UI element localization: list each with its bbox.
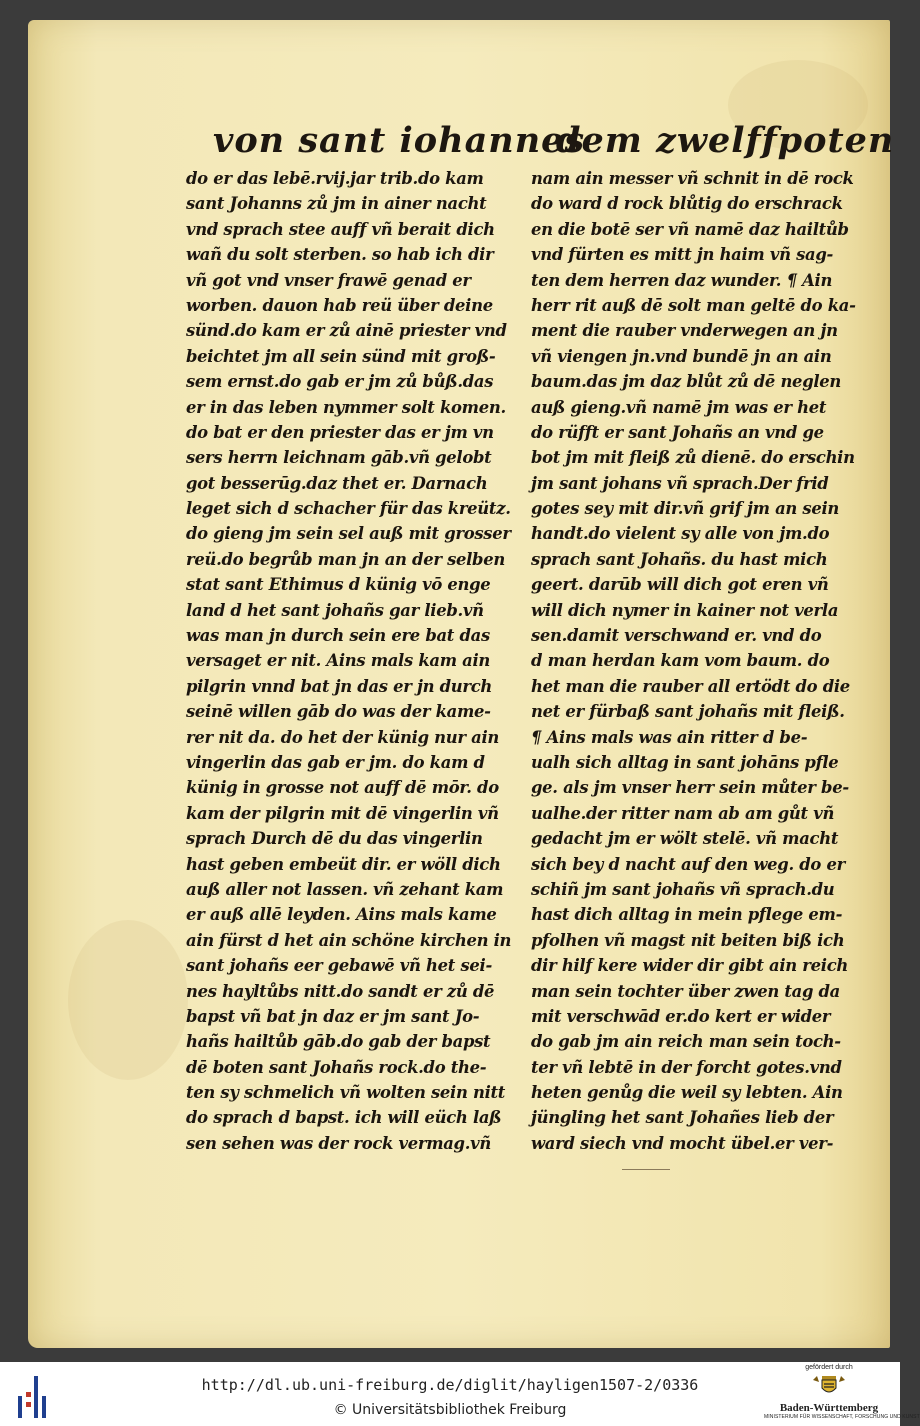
- text-line: baum.das jm daz blůt zů dē neglen: [531, 372, 842, 392]
- text-line: leget sich d schacher für das kreütz.: [186, 499, 511, 519]
- text-line: auß gieng.vñ namē jm was er het: [531, 397, 827, 417]
- text-line: bot jm mit fleiß zů dienē. do erschin: [531, 448, 855, 468]
- text-line: ualh sich alltag in sant johāns pfle: [531, 752, 839, 772]
- text-line: vnd sprach stee auff vñ berait dich: [186, 219, 495, 239]
- text-line: ten sy schmelich vñ wolten sein nitt: [186, 1083, 506, 1103]
- sponsor-block: [764, 1364, 920, 1420]
- sponsor-name: Baden-Württemberg: [779, 1402, 879, 1414]
- text-line: pilgrin vnnd bat jn das er jn durch: [186, 676, 493, 696]
- text-line: got besserūg.daz thet er. Darnach: [186, 473, 488, 493]
- viewer-footer: [0, 1362, 920, 1426]
- header-left: von sant iohannes: [213, 120, 586, 161]
- text-line: sen sehen was der rock vermag.vñ: [186, 1133, 491, 1153]
- text-line: vñ got vnd vnser frawē genad er: [186, 270, 471, 290]
- text-line: jm sant johans vñ sprach.Der frid: [531, 473, 829, 493]
- text-line: pfolhen vñ magst nit beiten biß ich: [531, 930, 845, 950]
- text-line: vingerlin das gab er jm. do kam d: [186, 752, 485, 772]
- text-line: do ward d rock blůtig do erschrack: [531, 194, 843, 214]
- text-line: künig in grosse not auff dē mōr. do: [186, 778, 499, 798]
- text-line: do rüfft er sant Johañs an vnd ge: [531, 422, 824, 442]
- text-line: bapst vñ bat jn daz er jm sant Jo-: [186, 1006, 480, 1026]
- text-line: ge. als jm vnser herr sein můter be-: [531, 778, 849, 798]
- text-line: versaget er nit. Ains mals kam ain: [186, 651, 491, 671]
- text-line: er auß allē leyden. Ains mals kame: [186, 905, 497, 925]
- text-line: sem ernst.do gab er jm zů bůß.das: [186, 372, 494, 392]
- text-line: vñ viengen jn.vnd bundē jn an ain: [531, 346, 832, 366]
- text-line: gedacht jm er wölt stelē. vñ macht: [531, 829, 839, 849]
- text-line: sen.damit verschwand er. vnd do: [531, 626, 822, 646]
- text-line: sprach sant Johañs. du hast mich: [531, 549, 828, 569]
- coat-of-arms-icon: [809, 1374, 849, 1396]
- text-line: seinē willen gāb do was der kame-: [186, 702, 491, 722]
- text-line: auß aller not lassen. vñ zehant kam: [186, 879, 504, 899]
- text-line: sprach Durch dē du das vingerlin: [186, 829, 483, 849]
- text-line: worben. dauon hab reü über deine: [186, 295, 493, 315]
- text-line: heten genůg die weil sy lebten. Ain: [531, 1083, 843, 1103]
- text-line: dir hilf kere wider dir gibt ain reich: [531, 956, 848, 976]
- text-line: ter vñ lebtē in der forcht gotes.vnd: [531, 1057, 842, 1077]
- text-line: handt.do vielent sy alle von jm.do: [531, 524, 830, 544]
- sponsor-label: gefördert durch: [805, 1364, 853, 1371]
- text-line: do er das lebē.rvij.jar trib.do kam: [186, 169, 484, 188]
- text-line: het man die rauber all ertödt do die: [531, 676, 850, 696]
- text-line: beichtet jm all sein sünd mit groß-: [186, 346, 496, 366]
- text-line: will dich nymer in kainer not verla: [531, 600, 839, 620]
- end-rule: [622, 1169, 670, 1170]
- text-line: jüngling het sant Johañes lieb der: [531, 1108, 834, 1128]
- text-line: ualhe.der ritter nam ab am gůt vñ: [531, 803, 835, 823]
- text-line: sant Johanns zů jm in ainer nacht: [186, 194, 487, 214]
- text-line: d man herdan kam vom baum. do: [531, 651, 830, 671]
- text-line: vnd fürten es mitt jn haim vñ sag-: [531, 245, 834, 265]
- text-line: sant johañs eer gebawē vñ het sei-: [186, 956, 492, 976]
- text-line: land d het sant johañs gar lieb.vñ: [186, 600, 484, 620]
- text-line: dē boten sant Johañs rock.do the-: [186, 1057, 487, 1077]
- text-line: nes hayltůbs nitt.do sandt er zů dē: [186, 981, 495, 1001]
- text-line: nam ain messer vñ schnit in dē rock: [531, 169, 854, 188]
- text-line: do gieng jm sein sel auß mit grosser: [186, 524, 511, 544]
- text-line: geert. darūb will dich got eren vñ: [531, 575, 829, 595]
- text-line: kam der pilgrin mit dē vingerlin vñ: [186, 803, 499, 823]
- copyright-notice: © Universitätsbibliothek Freiburg: [333, 1402, 567, 1418]
- text-line: man sein tochter über zwen tag da: [531, 981, 840, 1001]
- text-line: en die botē ser vñ namē daz hailtůb: [531, 219, 849, 239]
- text-line: sich bey d nacht auf den weg. do er: [531, 854, 845, 874]
- paper-stain: [68, 920, 188, 1080]
- text-line: sünd.do kam er zů ainē priester vnd: [186, 321, 507, 341]
- text-line: was man jn durch sein ere bat das: [186, 626, 490, 646]
- text-line: sers herrn leichnam gāb.vñ gelobt: [186, 448, 492, 468]
- text-line: er in das leben nymmer solt komen.: [186, 397, 506, 417]
- text-line: ment die rauber vnderwegen an jn: [531, 321, 838, 341]
- text-line: rer nit da. do het der künig nur ain: [186, 727, 499, 747]
- text-line: reü.do begrůb man jn an der selben: [186, 549, 505, 569]
- text-line: ain fürst d het ain schöne kirchen in: [186, 930, 512, 950]
- text-line: do bat er den priester das er jm vn: [186, 422, 494, 442]
- header-right: dem zwelffpoten: [556, 120, 895, 161]
- text-line: mit verschwād er.do kert er wider: [531, 1006, 831, 1026]
- right-text-column: [531, 166, 871, 1156]
- text-line: net er fürbaß sant johañs mit fleiß.: [531, 702, 845, 722]
- text-line: hast geben embeüt dir. er wöll dich: [186, 854, 501, 874]
- text-line: schiñ jm sant johañs vñ sprach.du: [531, 879, 835, 899]
- book-page: [28, 20, 895, 1348]
- left-text-column: [186, 166, 526, 1156]
- sponsor-ministry: MINISTERIUM FÜR WISSENSCHAFT, FORSCHUNG UND KUNST: [764, 1414, 920, 1420]
- text-line: hañs hailtůb gāb.do gab der bapst: [186, 1032, 491, 1052]
- text-line: ward siech vnd mocht übel.er ver-: [531, 1133, 834, 1153]
- running-header: [28, 120, 895, 166]
- text-line: do gab jm ain reich man sein toch-: [531, 1032, 841, 1052]
- text-line: herr rit auß dē solt man geltē do ka-: [531, 295, 856, 315]
- text-line: ten dem herren daz wunder. ¶ Ain: [531, 270, 833, 290]
- text-line: ¶ Ains mals was ain ritter d be-: [531, 727, 808, 747]
- text-line: do sprach d bapst. ich will eüch laß: [186, 1108, 502, 1128]
- text-line: hast dich alltag in mein pflege em-: [531, 905, 843, 925]
- text-line: wañ du solt sterben. so hab ich dir: [186, 245, 494, 265]
- permalink-url[interactable]: http://dl.ub.uni-freiburg.de/diglit/hayligen1507-2/0336: [201, 1376, 699, 1394]
- text-line: stat sant Ethimus d künig vō enge: [186, 575, 491, 595]
- text-line: gotes sey mit dir.vñ grif jm an sein: [531, 499, 840, 519]
